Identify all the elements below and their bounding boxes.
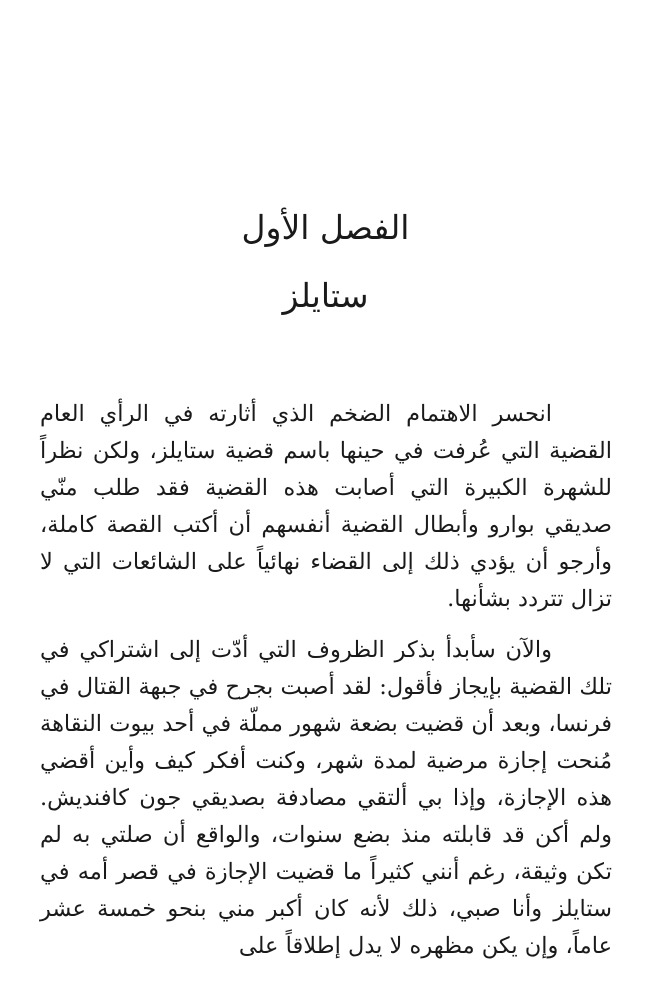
- chapter-title: الفصل الأول: [241, 208, 410, 247]
- paragraph-2: والآن سأبدأ بذكر الظروف التي أدّت إلى اشتراكي في تلك القضية بإيجاز فأقول: لقد أصبت بجرح في جبهة القتال في فرنسا، وبعد أن قضيت بضعة شهور مملّة في أحد بيوت النقاهة مُنحت إجازة مرضية لمدة شهر، وكنت أفكر كيف وأين أقضي هذه الإجازة، وإذا بي ألتقي مصادفة بصديقي جون كافنديش. ولم أكن قد قابلته منذ بضع سنوات، والواقع أن صلتي به لم تكن وثيقة، رغم أنني كثيراً ما قضيت الإجازة في قصر أمه في ستايلز وأنا صبي، ذلك لأنه كان أكبر مني بنحو خمسة عشر عاماً، وإن يكن مظهره لا يدل إطلاقاً على: [40, 637, 612, 959]
- paragraph-1: انحسر الاهتمام الضخم الذي أثارته في الرأي العام القضية التي عُرفت في حينها باسم قضية ستايلز، ولكن نظراً للشهرة الكبيرة التي أصابت هذه القضية فقد طلب منّي صديقي بوارو وأبطال القضية أنفسهم أن أكتب القصة كاملة، وأرجو أن يؤدي ذلك إلى القضاء نهائياً على الشائعات التي لا تزال تتردد بشأنها.: [40, 401, 612, 612]
- chapter-subtitle: ستايلز: [282, 276, 369, 315]
- body-text: [40, 396, 612, 979]
